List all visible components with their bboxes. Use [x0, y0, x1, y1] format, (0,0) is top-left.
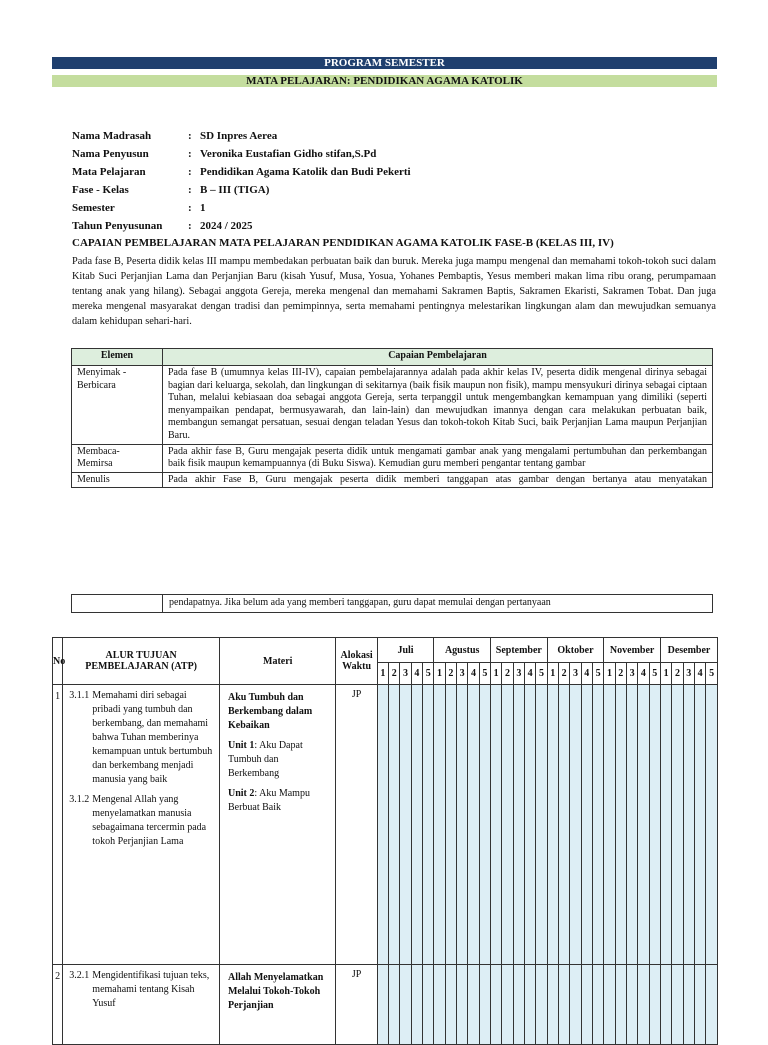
info-key: Fase - Kelas — [72, 184, 129, 196]
week-cell — [423, 685, 434, 965]
week-number: 5 — [423, 663, 434, 685]
week-cell — [536, 685, 547, 965]
atp-text: Mengidentifikasi tujuan teks, memahami tentang Kisah Yusuf — [92, 970, 210, 1009]
week-number: 3 — [513, 663, 524, 685]
week-cell — [547, 965, 558, 1045]
week-cell — [672, 685, 683, 965]
week-cell — [457, 685, 468, 965]
week-cell — [604, 965, 615, 1045]
unit-label: Unit 1 — [227, 740, 255, 751]
week-cell — [547, 685, 558, 965]
week-cell — [411, 685, 422, 965]
week-cell — [491, 965, 502, 1045]
capaian-cell: Pada akhir fase B, Guru mengajak peserta didik untuk mengamati gambar anak yang mengalami pertumbuhan dan perkembangan baik fisik maupun kemampuannya (di Buku Siswa). Kemudian guru memberi pengantar tentang gambar — [163, 444, 713, 472]
atp-cell — [63, 685, 220, 965]
week-cell — [638, 965, 649, 1045]
week-number: 2 — [558, 663, 569, 685]
page-continuation-row — [71, 594, 713, 613]
week-cell — [377, 965, 388, 1045]
info-colon: : — [188, 148, 192, 160]
atp-text: Memahami diri sebagai pribadi yang tumbuh dan berkembang, dan memahami bahwa Tuhan memberinya kemampuan untuk bertumbuh dan berkembang menjadi manusia yang baik — [92, 690, 213, 785]
week-number: 5 — [479, 663, 490, 685]
continuation-elemen-cell — [72, 595, 163, 612]
week-cell — [660, 685, 671, 965]
week-number: 2 — [389, 663, 400, 685]
week-number: 1 — [491, 663, 502, 685]
week-cell — [626, 965, 637, 1045]
week-number: 1 — [434, 663, 445, 685]
week-cell — [513, 965, 524, 1045]
continuation-text: pendapatnya. Jika belum ada yang memberi tanggapan, guru dapat memulai dengan pertanyaan — [169, 597, 551, 608]
week-cell — [479, 685, 490, 965]
elemen-cell: Menulis — [72, 472, 163, 488]
atp-header: ALUR TUJUAN PEMBELAJARAN (ATP) — [63, 638, 220, 685]
info-row — [72, 163, 411, 181]
week-cell — [389, 685, 400, 965]
week-cell — [536, 965, 547, 1045]
info-row — [72, 145, 411, 163]
week-number: 3 — [683, 663, 694, 685]
week-number: 1 — [604, 663, 615, 685]
capaian-text: Pada fase B, Peserta didik kelas III mampu membedakan perbuatan baik dan buruk. Mereka juga mampu mengenal dan memahami tokoh-tokoh suci dalam Kitab Suci Perjanjian Lama dan Perjanjian Baru (kisah Yusuf, Musa, Yosua, Yohanes Pembaptis, Yesus memberi makan lima ribu orang, perumpamaan tentang anak yang hilang). Sebagai anggota Gereja, mereka mengenal dan memahami Sakramen Baptis, Sakramen Ekaristi, Sakramen Tobat. Dan juga mereka mengenal masyarakat dengan tradisi dan pemimpinnya, serta memahami pentingnya melestarikan lingkungan alam dan mewujudkan semuanya dalam kehidupan sehari-hari. — [72, 256, 716, 327]
subject-banner-text: MATA PELAJARAN: PENDIDIKAN AGAMA KATOLIK — [246, 75, 523, 87]
month-header: November — [604, 638, 661, 663]
week-cell — [615, 965, 626, 1045]
week-number: 4 — [694, 663, 705, 685]
week-cell — [502, 965, 513, 1045]
month-header: Oktober — [547, 638, 604, 663]
info-value: 1 — [200, 202, 206, 214]
info-key: Nama Penyusun — [72, 148, 149, 160]
alokasi-cell: JP — [336, 965, 377, 1045]
week-cell — [706, 965, 718, 1045]
week-cell — [434, 685, 445, 965]
info-value: SD Inpres Aerea — [200, 130, 278, 142]
program-title-band — [52, 57, 717, 69]
week-cell — [411, 965, 422, 1045]
capaian-title: CAPAIAN PEMBELAJARAN MATA PELAJARAN PENDIDIKAN AGAMA KATOLIK FASE-B (KELAS III, IV) — [72, 237, 614, 249]
row-number: 2 — [53, 965, 63, 1045]
month-header: September — [491, 638, 548, 663]
materi-unit — [228, 739, 331, 781]
table-row — [72, 444, 713, 472]
unit-text: : Aku Dapat Tumbuh dan Berkembang — [227, 740, 303, 779]
atp-number: 3.2.1 — [69, 970, 90, 981]
unit-text: : Aku Mampu Berbuat Baik — [227, 788, 310, 813]
week-cell — [558, 685, 569, 965]
atp-text: Mengenal Allah yang menyelamatkan manusia sebagaimana tercermin pada tokoh Perjanjian Lama — [92, 794, 207, 847]
info-key: Semester — [72, 202, 115, 214]
materi-cell — [219, 685, 335, 965]
week-cell — [423, 965, 434, 1045]
info-colon: : — [188, 184, 192, 196]
info-colon: : — [188, 202, 192, 214]
week-cell — [558, 965, 569, 1045]
week-number: 5 — [592, 663, 603, 685]
week-number: 4 — [638, 663, 649, 685]
week-number: 5 — [536, 663, 547, 685]
table-row — [72, 366, 713, 445]
month-header: Desember — [660, 638, 717, 663]
week-cell — [683, 965, 694, 1045]
week-cell — [706, 685, 718, 965]
week-number: 1 — [660, 663, 671, 685]
info-row — [72, 217, 411, 235]
week-cell — [513, 685, 524, 965]
week-cell — [479, 965, 490, 1045]
unit-label: Unit 2 — [227, 788, 255, 799]
week-number: 1 — [547, 663, 558, 685]
week-cell — [672, 965, 683, 1045]
week-cell — [638, 685, 649, 965]
week-cell — [389, 965, 400, 1045]
week-cell — [592, 965, 603, 1045]
week-cell — [660, 965, 671, 1045]
week-number: 4 — [411, 663, 422, 685]
week-cell — [649, 965, 660, 1045]
week-cell — [570, 965, 581, 1045]
week-cell — [694, 965, 705, 1045]
week-number: 3 — [457, 663, 468, 685]
week-cell — [491, 685, 502, 965]
alokasi-cell: JP — [336, 685, 377, 965]
week-number: 5 — [649, 663, 660, 685]
month-header: Agustus — [434, 638, 491, 663]
elemen-header: Elemen — [72, 349, 163, 366]
schedule-table — [52, 637, 718, 1045]
atp-item — [69, 689, 215, 787]
week-cell — [570, 685, 581, 965]
materi-title: Allah Menyelamatkan Melalui Tokoh-Tokoh Perjanjian — [227, 972, 324, 1011]
week-cell — [626, 685, 637, 965]
info-value: 2024 / 2025 — [200, 220, 253, 232]
info-colon: : — [188, 166, 192, 178]
week-number: 2 — [502, 663, 513, 685]
capaian-text-line: Pada akhir Fase B, Guru mengajak peserta didik memberi tanggapan atas gambar dengan bertanya atau menyatakan — [168, 473, 707, 485]
week-number: 2 — [445, 663, 456, 685]
info-key: Nama Madrasah — [72, 130, 152, 142]
week-number: 3 — [570, 663, 581, 685]
info-key: Mata Pelajaran — [72, 166, 146, 178]
month-header: Juli — [377, 638, 434, 663]
table-row — [53, 965, 718, 1045]
info-key: Tahun Penyusunan — [72, 220, 163, 232]
capaian-header: Capaian Pembelajaran — [163, 349, 713, 366]
identity-table — [72, 127, 411, 235]
info-value: Pendidikan Agama Katolik dan Budi Pekerti — [200, 166, 411, 178]
week-number: 2 — [615, 663, 626, 685]
week-number: 5 — [706, 663, 718, 685]
elemen-table — [71, 348, 713, 488]
atp-cell — [63, 965, 220, 1045]
week-cell — [694, 685, 705, 965]
week-cell — [649, 685, 660, 965]
week-cell — [445, 685, 456, 965]
capaian-cell — [163, 472, 713, 488]
info-colon: : — [188, 220, 192, 232]
week-cell — [445, 965, 456, 1045]
atp-number: 3.1.2 — [69, 794, 90, 805]
no-header: No — [53, 638, 63, 685]
info-row — [72, 181, 411, 199]
week-cell — [524, 685, 535, 965]
info-row — [72, 199, 411, 217]
table-row — [72, 472, 713, 488]
week-cell — [434, 965, 445, 1045]
week-cell — [468, 965, 479, 1045]
info-value: Veronika Eustafian Gidho stifan,S.Pd — [200, 148, 377, 160]
week-cell — [400, 685, 411, 965]
materi-header: Materi — [219, 638, 335, 685]
week-cell — [581, 965, 592, 1045]
week-number: 2 — [672, 663, 683, 685]
info-row — [72, 127, 411, 145]
week-cell — [592, 685, 603, 965]
materi-title: Aku Tumbuh dan Berkembang dalam Kebaikan — [227, 692, 313, 731]
week-number: 4 — [468, 663, 479, 685]
week-cell — [502, 685, 513, 965]
program-title: PROGRAM SEMESTER — [324, 57, 445, 69]
week-cell — [615, 685, 626, 965]
week-number: 3 — [400, 663, 411, 685]
materi-cell — [219, 965, 335, 1045]
alokasi-header: Alokasi Waktu — [336, 638, 377, 685]
week-cell — [524, 965, 535, 1045]
materi-unit — [228, 787, 331, 815]
schedule-header-row — [53, 638, 718, 663]
atp-number: 3.1.1 — [69, 690, 90, 701]
week-number: 1 — [377, 663, 388, 685]
atp-item — [69, 969, 215, 1011]
week-cell — [683, 685, 694, 965]
week-cell — [468, 685, 479, 965]
week-number: 4 — [524, 663, 535, 685]
week-cell — [457, 965, 468, 1045]
capaian-cell: Pada fase B (umumnya kelas III-IV), capaian pembelajarannya adalah pada akhir kelas IV, peserta didik mengenal dirinya sebagai bagian dari keluarga, sekolah, dan lingkungan di sekitarnya (baik fisik maupun non fisik), mampu mensyukuri dirinya sebagai ciptaan Tuhan, melalui kebiasaan doa sebagai anggota Gereja, serta terpanggil untuk mengembangkan kemampuan yang dimiliki (seperti menyampaikan pendapat, bermusyawarah, dan lain-lain) dan mewujudkan imannya dengan cara melakukan perbuatan baik, membangun semangat persatuan, sesuai dengan teladan Yesus dan tokoh-tokoh Kitab Suci, baik Perjanjian Lama maupun Perjanjian Baru. — [163, 366, 713, 445]
week-cell — [377, 685, 388, 965]
week-cell — [400, 965, 411, 1045]
week-number: 4 — [581, 663, 592, 685]
table-row — [53, 685, 718, 965]
info-colon: : — [188, 130, 192, 142]
info-value: B – III (TIGA) — [200, 184, 270, 196]
subject-banner — [52, 75, 717, 87]
week-cell — [604, 685, 615, 965]
row-number: 1 — [53, 685, 63, 965]
elemen-cell: Membaca- Memirsa — [72, 444, 163, 472]
week-cell — [581, 685, 592, 965]
atp-item — [69, 793, 215, 849]
week-number: 3 — [626, 663, 637, 685]
elemen-cell: Menyimak - Berbicara — [72, 366, 163, 445]
